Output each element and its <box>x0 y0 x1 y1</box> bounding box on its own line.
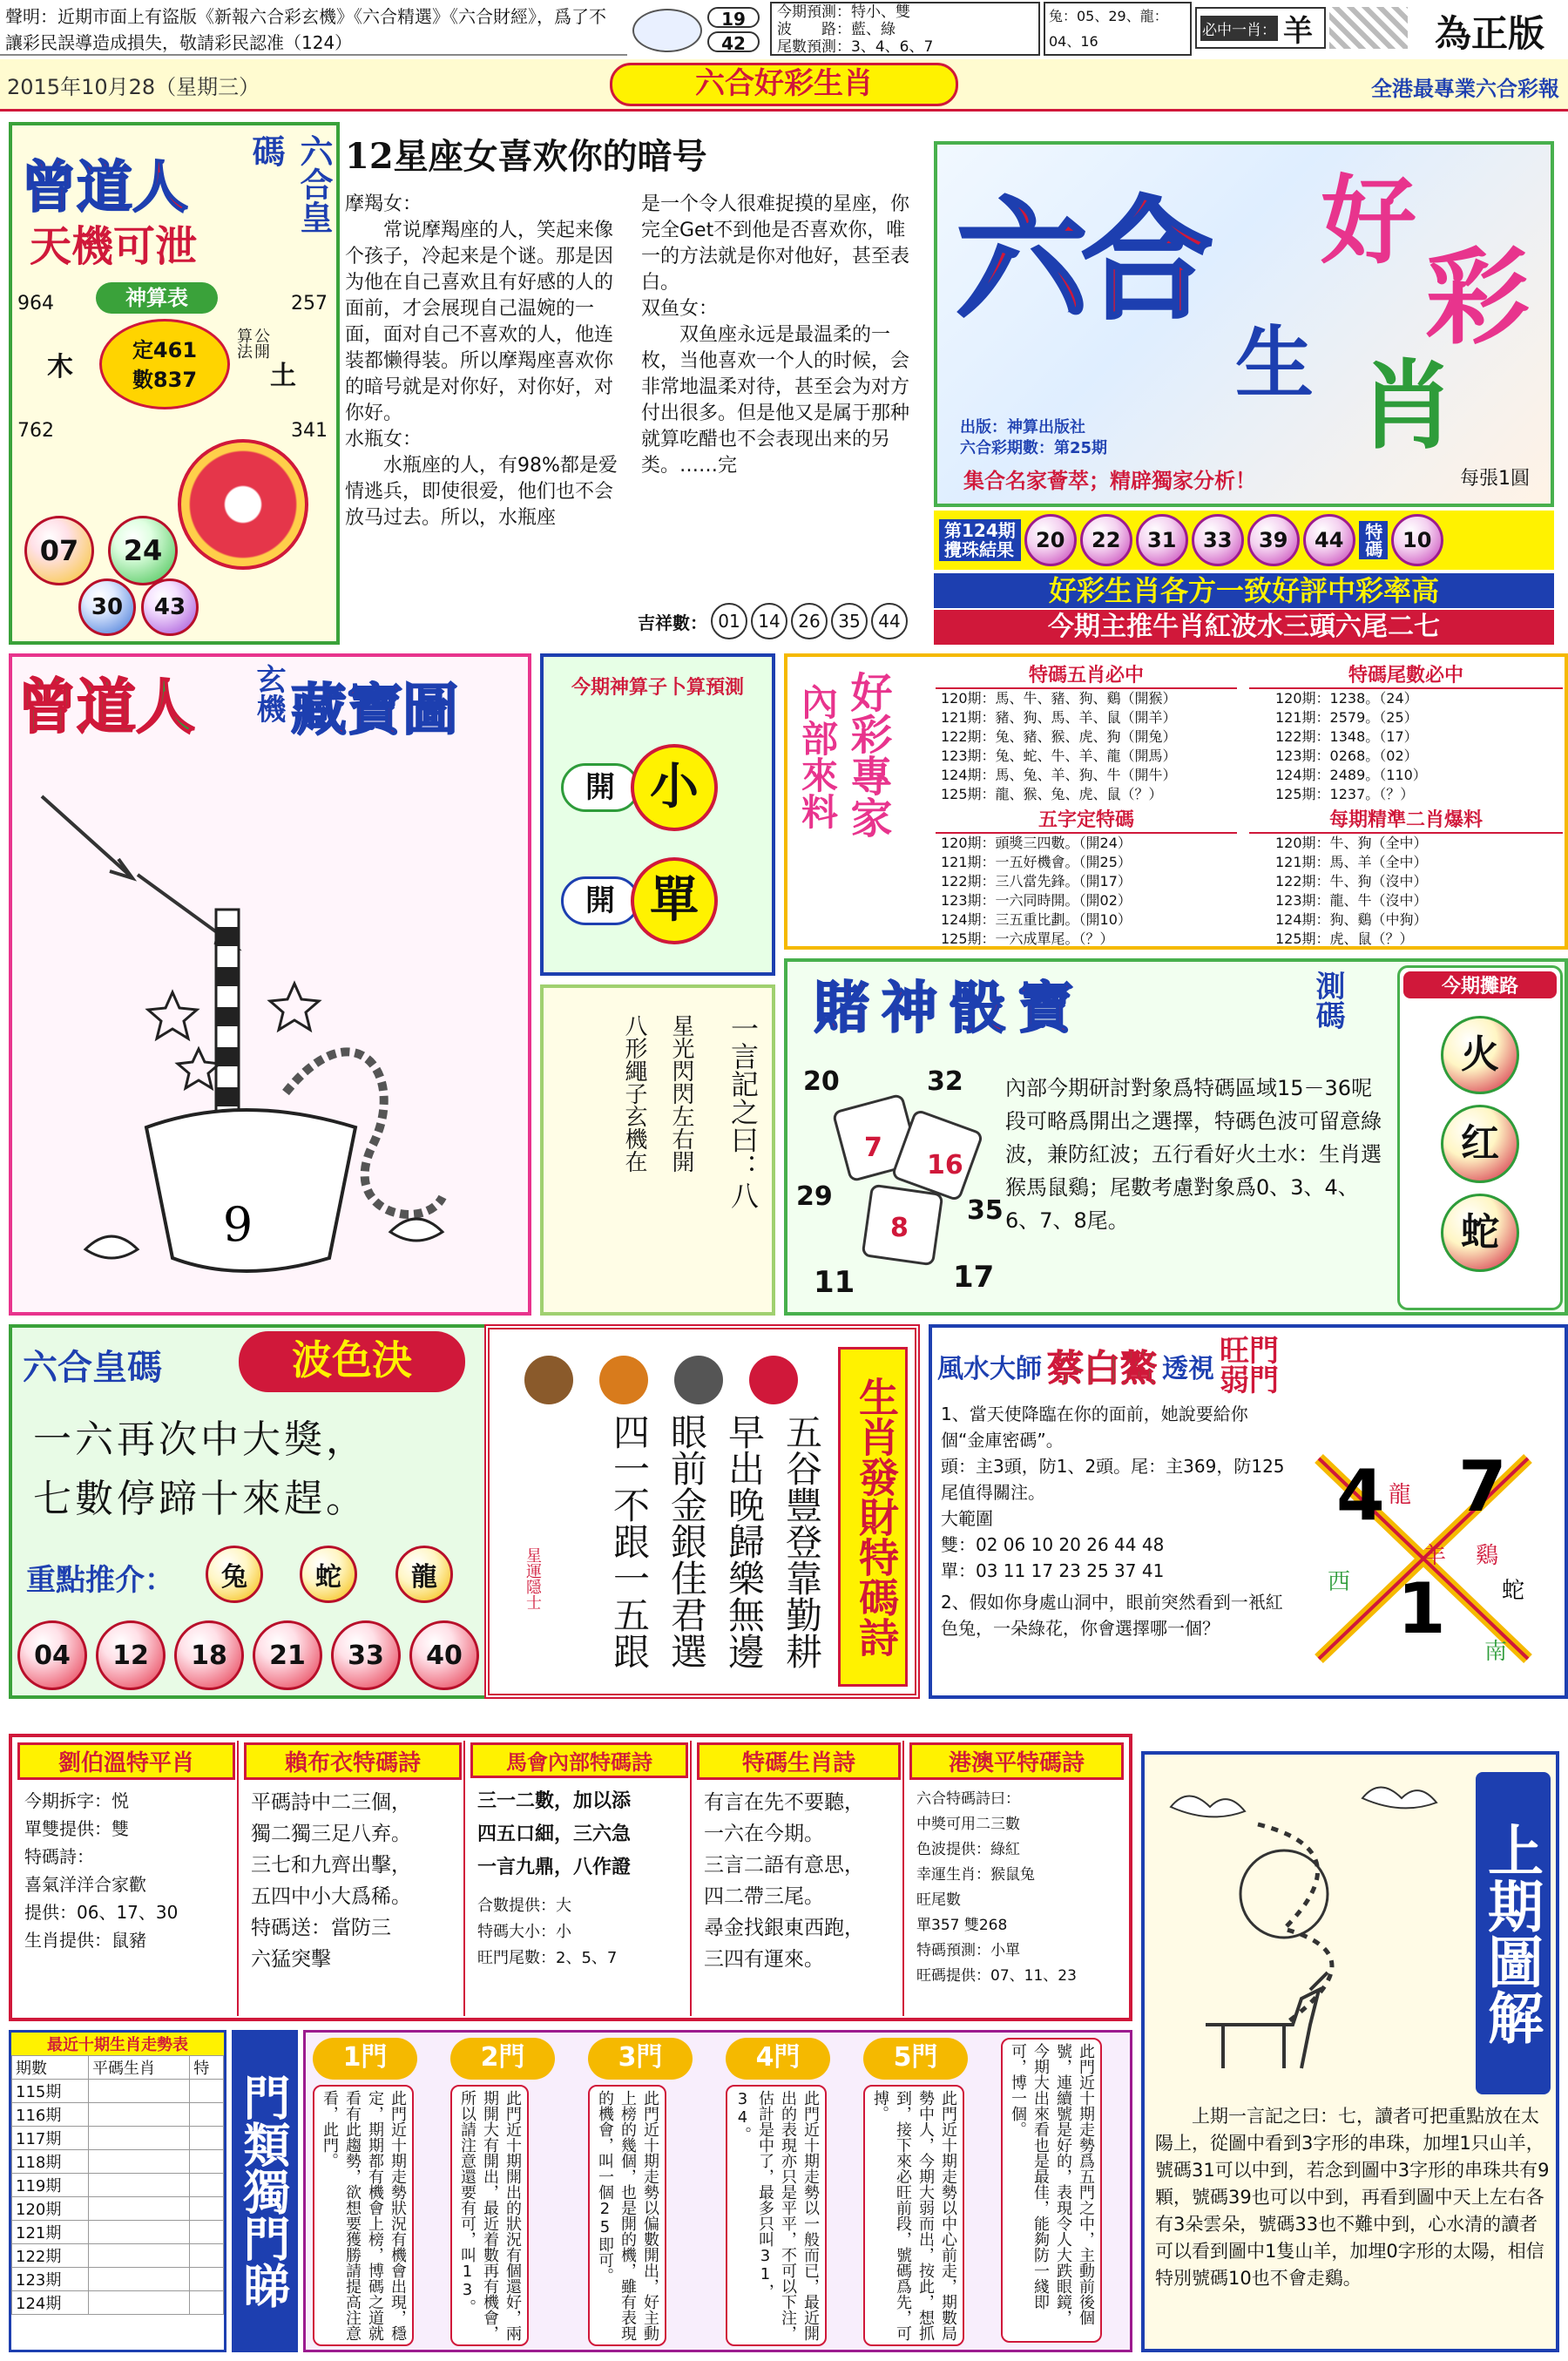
dog-icon <box>674 1356 723 1404</box>
insider-line: 124期：狗、鷄（中狗） <box>1275 911 1428 928</box>
cover-panel <box>929 122 1568 645</box>
fengshui-t4: 旺門弱門 <box>1220 1334 1280 1398</box>
row4-line: 生肖提供：鼠豬 <box>24 1930 146 1951</box>
compass-figure <box>1293 1424 1554 1685</box>
fengshui-title: 風水大師 <box>937 1354 1042 1384</box>
trend-row-label: 118期 <box>12 2150 89 2174</box>
fengshui-panel <box>929 1324 1568 1699</box>
row4-box <box>908 1741 1125 2016</box>
trend-row-label: 116期 <box>12 2103 89 2127</box>
zeng-sub: 六合皇碼 <box>247 134 333 233</box>
zeng-table-title: 神算表 <box>96 282 218 314</box>
result-label-line: 攪珠結果 <box>944 539 1014 560</box>
shensuan-value: 單 <box>631 857 718 944</box>
insider-line: 123期：龍、牛（沒中） <box>1275 892 1428 909</box>
dice-num: 7 <box>864 1133 882 1163</box>
fig-number: 4 <box>1336 1455 1385 1536</box>
row4-line: 四五口細，三六急 <box>477 1823 632 1845</box>
riddle-b: 星光閃閃左右開 <box>668 1014 694 1173</box>
trend-row-label: 122期 <box>12 2244 89 2268</box>
fig-zodiac: 鷄 <box>1476 1543 1499 1569</box>
lastissue-panel <box>1141 1751 1559 2352</box>
result-bar <box>934 511 1554 570</box>
row4-line: 幸運生肖：猴鼠兔 <box>916 1866 1035 1884</box>
row4-line: 三四有運來。 <box>704 1948 824 1971</box>
wave-line2: 七數停蹄十來趕。 <box>33 1477 368 1521</box>
row4-line: 三言二語有意思， <box>704 1854 864 1877</box>
riddle-panel <box>540 984 775 1316</box>
fengshui-head <box>937 1336 1303 1396</box>
article-col2: 是一个令人很难捉摸的星座，你完全Get不到他是否喜欢你，唯一的方法就是你对他好，甚至表白。 双鱼女： 双鱼座永远是最温柔的一枚，当他喜欢一个人的时候，会非常地温柔对待，甚至会为对方付出很多。但是他又是属于那种就算吃醋也不会表现出来的另类。……完 <box>641 193 910 477</box>
insider-line: 120期：馬、牛、豬、狗、鷄（開猴） <box>941 690 1177 707</box>
row4-title: 馬會內部特碼詩 <box>470 1742 688 1778</box>
zeng-num-tl: 964 <box>17 293 54 315</box>
wave-zodiac: 龍 <box>395 1546 453 1603</box>
zeng-side-a: 算法 <box>234 328 253 359</box>
trend-row-label: 120期 <box>12 2197 89 2221</box>
forecast-line: 尾數預測：3、4、6、7 <box>777 38 934 56</box>
trend-header: 特 <box>190 2056 224 2080</box>
fengshui-t3: 透視 <box>1162 1354 1215 1384</box>
row4-line: 特碼預測：小單 <box>916 1942 1020 1959</box>
door-text: 此門近十期走勢爲五門之中，主動前後個號，連續號是好的，表現令人大跌眼鏡，今期大出來看也是最佳，能夠防一綫即可，博一個。 <box>1001 2038 1102 2343</box>
zeng-title: 曾道人 <box>21 156 188 220</box>
row4-line: 提供：06、17、30 <box>24 1902 179 1923</box>
fengshui-odd: 單：03 11 17 23 25 37 41 <box>941 1560 1165 1581</box>
zeng-num-br: 341 <box>291 420 328 442</box>
pattern-strip <box>1329 7 1408 49</box>
doors-side-title: 門類獨門睇 <box>232 2030 298 2352</box>
result-ball: 20 <box>1024 514 1077 566</box>
treasure-t2: 玄機 <box>251 664 286 723</box>
row4-line: 特碼大小：小 <box>477 1923 571 1941</box>
row4-line: 有言在先不要聽， <box>704 1791 864 1814</box>
wave-rec-label: 重點推介： <box>26 1563 174 1598</box>
treasure-panel <box>9 653 531 1316</box>
door-card <box>1001 2038 1128 2348</box>
wave-panel <box>9 1324 497 1699</box>
road-ball: 蛇 <box>1441 1194 1519 1272</box>
lucky-number: 44 <box>871 603 908 639</box>
insider-line: 121期：2579。（25） <box>1275 709 1418 726</box>
cover-title2: 好 <box>1321 165 1416 277</box>
insider-line: 122期：1348。（17） <box>1275 728 1418 745</box>
doors-row <box>303 2030 1132 2352</box>
wave-number: 18 <box>174 1620 244 1690</box>
row4-line: 三一二數，加以添 <box>477 1790 632 1812</box>
fengshui-p1: 1、當天使降臨在你的面前，她說要給你個“金庫密碼”。 <box>941 1404 1248 1451</box>
insider-box-title: 每期精準二肖爆料 <box>1249 805 1563 834</box>
road-ball: 红 <box>1441 1105 1519 1183</box>
fengshui-p3: 2、假如你身處山洞中，眼前突然看到一衹紅色兔，一朵綠花，你會選擇哪一個？ <box>941 1592 1283 1639</box>
result-ball: 22 <box>1080 514 1132 566</box>
rooster-icon <box>749 1356 798 1404</box>
logo-icon <box>632 9 702 52</box>
fig-zodiac: 羊 <box>1423 1543 1447 1569</box>
insider-line: 121期：一五好機會。（開25） <box>941 854 1132 870</box>
door-card <box>313 2038 443 2348</box>
insider-line: 120期：牛、狗（全中） <box>1275 835 1428 851</box>
dice-num: 8 <box>890 1213 909 1243</box>
door-card <box>588 2038 719 2348</box>
dice-text: 內部今期研討對象爲特碼區域15－36呢段可略爲開出之選擇，特碼色波可留意綠波，兼防紅波；五行看好火土水：生肖選猴馬鼠鷄；尾數考慮對象爲0、3、4、6、7、8尾。 <box>1005 1076 1382 1233</box>
dice-graphic <box>796 1066 1004 1310</box>
treasure-drawing <box>24 744 512 1293</box>
zeng-side-b: 公開 <box>252 328 270 359</box>
trend-header: 期數 <box>12 2056 89 2080</box>
lucky-number: 26 <box>791 603 828 639</box>
disclaimer-text: 聲明：近期市面上有盜版《新報六合彩玄機》《六合精選》《六合財經》，爲了不讓彩民誤導造成損失，敬請彩民認准（124） <box>5 6 606 53</box>
insider-side: 內部來料 <box>796 683 839 829</box>
special-label: 特碼 <box>1359 521 1388 559</box>
result-label <box>939 519 1021 561</box>
article-panel <box>345 122 929 645</box>
row4-line: 單雙提供：雙 <box>24 1818 129 1839</box>
zodiac-num-line: 兔：05、29、龍：04、16 <box>1049 8 1168 50</box>
wave-zodiac: 兔 <box>206 1546 263 1603</box>
insider-line: 125期：1237。（？） <box>1275 786 1415 802</box>
lucky-number: 35 <box>831 603 868 639</box>
zeng-center-line: 數837 <box>132 368 198 392</box>
dice-num: 11 <box>814 1265 855 1300</box>
monkey-icon <box>524 1356 573 1404</box>
poem-author: 星運隱士 <box>524 1547 542 1610</box>
row4-line: 色波提供：綠紅 <box>916 1841 1020 1858</box>
row4-line: 六合特碼詩曰： <box>916 1790 1020 1808</box>
insider-box3 <box>936 805 1237 947</box>
door-text: 此門近十期開出的狀況有個還好，兩期開大有開出，最近着數再有機會，所以請注意還要有可，叫13。 <box>450 2085 529 2346</box>
row4-line: 特碼詩： <box>24 1846 94 1867</box>
zeng-ball: 43 <box>141 578 199 636</box>
row4-title: 港澳平特碼詩 <box>909 1742 1124 1780</box>
fig-zodiac: 龍 <box>1389 1482 1412 1508</box>
shensuan-value: 小 <box>631 744 718 831</box>
insider-box-title: 五字定特碼 <box>936 805 1237 834</box>
insider-line: 124期：馬、兔、羊、狗、牛（開牛） <box>941 767 1177 783</box>
article-title: 12星座女喜欢你的暗号 <box>345 136 707 177</box>
insider-line: 123期：0268。（02） <box>1275 748 1418 764</box>
insider-line: 121期：豬、狗、馬、羊、鼠（開羊） <box>941 709 1177 726</box>
riddle-c: 八形繩子玄機在 <box>621 1014 647 1173</box>
insider-line: 123期：兔、蛇、牛、羊、龍（開馬） <box>941 748 1177 764</box>
row4-line: 特碼送：當防三 <box>251 1917 391 1939</box>
door-text: 此門近十期走勢以偏數開出，好主動上榜的幾個，也是開的機，雖有表現的機會，叫一個25即可。 <box>588 2085 666 2346</box>
dice-num: 16 <box>927 1150 963 1180</box>
insider-line: 125期：虎、鼠（？） <box>1275 930 1414 947</box>
poem-line: 五谷豐登靠勤耕 <box>781 1413 823 1669</box>
row4-line: 中獎可用二三數 <box>916 1816 1020 1833</box>
fig-zodiac: 蛇 <box>1502 1578 1525 1604</box>
lucky-label: 吉祥數： <box>638 612 707 633</box>
cover-slogan: 集合名家薈萃；精辟獨家分析！ <box>963 469 1256 493</box>
insider-box4 <box>1249 805 1563 947</box>
insider-line: 121期：馬、羊（全中） <box>1275 854 1428 870</box>
insider-panel <box>784 653 1568 950</box>
row4-title: 賴布衣特碼詩 <box>244 1742 462 1780</box>
fig-number: 7 <box>1458 1446 1507 1527</box>
shensuan-key: 開 <box>561 763 639 812</box>
zeng-ball: 24 <box>108 516 178 585</box>
arrow-icon <box>42 796 132 878</box>
fig-zodiac: 西 <box>1328 1569 1351 1595</box>
zeng-ball: 30 <box>78 578 136 636</box>
fengshui-range-label: 大範圍 <box>941 1508 993 1529</box>
trend-row-label: 117期 <box>12 2127 89 2150</box>
trend-row-label: 115期 <box>12 2080 89 2103</box>
authentic-label: 為正版 <box>1434 12 1544 55</box>
door-label: 4門 <box>726 2038 830 2080</box>
cover-pub1: 出版：神算出版社 <box>960 418 1085 436</box>
wave-t2: 波色決 <box>239 1331 465 1392</box>
fengshui-text <box>941 1401 1289 1641</box>
insider-line: 122期：牛、狗（沒中） <box>1275 873 1428 890</box>
wave-number: 40 <box>409 1620 479 1690</box>
insider-line: 120期：1238。（24） <box>1275 690 1418 707</box>
door-label: 1門 <box>313 2038 417 2080</box>
riddle-a: 一言記之曰：八 <box>727 1014 760 1209</box>
dice-num: 32 <box>927 1066 963 1097</box>
wave-number: 33 <box>331 1620 401 1690</box>
wave-line1: 一六再次中大獎， <box>33 1417 368 1462</box>
row4-line: 旺碼提供：07、11、23 <box>916 1967 1077 1985</box>
fig-zodiac: 南 <box>1484 1639 1508 1665</box>
trend-row-label: 119期 <box>12 2174 89 2197</box>
road-ball: 火 <box>1441 1016 1519 1094</box>
date-bar <box>0 59 1568 112</box>
trend-row-label: 121期 <box>12 2221 89 2244</box>
door-card <box>726 2038 856 2348</box>
row4-line: 三七和九齊出擊， <box>251 1854 411 1877</box>
insider-box-title: 特碼五肖必中 <box>936 660 1237 689</box>
door-card <box>450 2038 581 2348</box>
insider-line: 125期：一六成單尾。（？） <box>941 930 1114 947</box>
shensuan-row <box>561 857 753 944</box>
result-ball: 39 <box>1247 514 1300 566</box>
cover-art <box>934 141 1554 507</box>
row4-line: 五四中小大爲稀。 <box>251 1885 411 1908</box>
zeng-element-earth: 土 <box>270 361 296 391</box>
insider-side2: 好彩專家 <box>843 671 892 838</box>
insider-box-title: 特碼尾數必中 <box>1249 660 1563 689</box>
door-text: 此門近十期走勢以中心前走，期數局勢中人，今期大弱而出，按此，想抓到，接下來必旺前段，號碼爲先，可搏。 <box>863 2085 964 2346</box>
zeng-panel <box>9 122 340 645</box>
door-card <box>863 2038 994 2348</box>
zeng-center-line: 定461 <box>132 338 198 362</box>
result-ball: 33 <box>1192 514 1244 566</box>
dice-t2: 測碼 <box>1310 971 1345 1030</box>
row4-box <box>695 1741 904 2016</box>
road-title: 今期攤路 <box>1403 971 1557 998</box>
zeng-center <box>99 319 230 409</box>
lastissue-title: 上期圖解 <box>1476 1772 1551 2094</box>
zeng-element-wood: 木 <box>47 352 73 382</box>
row4-title: 劉伯溫特平肖 <box>17 1742 235 1780</box>
right-slogan: 全港最專業六合彩報 <box>1371 77 1559 101</box>
disclaimer <box>0 0 627 56</box>
door-label: 3門 <box>588 2038 693 2080</box>
dice-num: 35 <box>967 1195 1004 1226</box>
shensuan-key: 開 <box>561 876 639 925</box>
row4-line: 一言九鼎，八作證 <box>477 1857 632 1878</box>
poem-line: 早出晚歸樂無邊 <box>723 1413 766 1669</box>
zeng-num-bl: 762 <box>17 420 54 442</box>
fengshui-name: 蔡白鰲 <box>1047 1347 1158 1390</box>
poem-line: 眼前金銀佳君選 <box>666 1413 708 1669</box>
issue-bottom: 42 <box>707 31 760 52</box>
article-col1: 摩羯女： 常说摩羯座的人，笑起来像个孩子，冷起来是个谜。那是因为他在自己喜欢且有好感的人的面前，才会展现自己温婉的一面，面对自己不喜欢的人，他连装都懒得装。所以摩羯座喜欢你的暗号就是对你好，对你好，对你好。 水瓶女： 水瓶座的人，有98%都是爱情逃兵，即使很爱，他们也不会放马过去。所以，水瓶座 <box>345 193 618 529</box>
wave-nums <box>17 1620 479 1690</box>
insider-line: 120期：頭獎三四數。（開24） <box>941 835 1132 851</box>
zodiac-nums-box <box>1044 2 1192 56</box>
poem-panel <box>484 1324 920 1699</box>
door-text: 此門近十期走勢以一般而已，最近開出的表現亦只是平平，不可以下注，估計是中了，最多只叫31，34。 <box>726 2085 827 2346</box>
treasure-t3: 藏寶圖 <box>291 679 458 743</box>
fig-number: 1 <box>1397 1568 1446 1649</box>
row4-title: 特碼生肖詩 <box>697 1742 901 1780</box>
zeng-num-tr: 257 <box>291 293 328 315</box>
forecast-line: 波 路：藍、綠 <box>777 21 896 38</box>
zeng-line2: 天機可泄 <box>30 222 198 271</box>
wave-zodiac: 蛇 <box>300 1546 357 1603</box>
special-ball: 10 <box>1391 514 1443 566</box>
insider-box1 <box>936 660 1237 800</box>
fengshui-even: 雙：02 06 10 20 26 44 48 <box>941 1534 1165 1555</box>
cover-title5: 肖 <box>1359 349 1455 462</box>
row4-line: 喜氣洋洋合家歡 <box>24 1874 146 1895</box>
insider-line: 123期：一六同時開。（開02） <box>941 892 1132 909</box>
trend-header: 平碼生肖 <box>89 2056 190 2080</box>
dice-panel <box>784 958 1568 1316</box>
row4-box <box>242 1741 465 2016</box>
row4-line: 旺尾數 <box>916 1891 961 1909</box>
result-ball: 31 <box>1136 514 1188 566</box>
wave-title: 六合皇碼 <box>23 1348 162 1388</box>
row4-line: 單357 雙268 <box>916 1917 1008 1934</box>
row4-line: 旺門尾數：2、5、7 <box>477 1949 618 1967</box>
dice-title: 賭神骰寶 <box>814 976 1085 1041</box>
coin-icon <box>178 439 308 570</box>
insider-line: 124期：2489。（110） <box>1275 767 1427 783</box>
insider-line: 122期：三八當先鋒。（開17） <box>941 873 1132 890</box>
row4-line: 四二帶三尾。 <box>704 1885 824 1908</box>
poem-line: 四一不跟一五跟 <box>608 1413 651 1669</box>
row4-box <box>16 1741 239 2016</box>
cover-title4: 生 <box>1235 317 1314 409</box>
cover-price: 每張1圓 <box>1460 468 1530 490</box>
trend-title: 最近十期生肖走勢表 <box>11 2033 224 2055</box>
forecast-line: 今期預測：特小、雙 <box>777 3 910 21</box>
row4-line: 今期拆字：悦 <box>24 1790 129 1811</box>
insider-line: 125期：龍、猴、兔、虎、鼠（？） <box>941 786 1163 802</box>
row4-line: 平碼詩中二三個， <box>251 1791 411 1814</box>
trend-panel <box>9 2030 226 2352</box>
trend-table <box>11 2055 224 2315</box>
cover-title3: 彩 <box>1425 236 1530 359</box>
one-zodiac-value: 羊 <box>1283 13 1313 49</box>
shensuan-panel <box>540 653 775 976</box>
row4-box <box>469 1741 692 2016</box>
cover-bar2: 今期主推牛肖紅波水三頭六尾二七 <box>934 610 1554 645</box>
issue-badge <box>632 5 763 54</box>
insider-line: 124期：三五重比劃。（開10） <box>941 911 1132 928</box>
treasure-title: 曾道人 <box>17 673 196 742</box>
wave-number: 21 <box>253 1620 322 1690</box>
row4-panel <box>9 1734 1132 2021</box>
result-ball: 44 <box>1303 514 1355 566</box>
row4-line: 六猛突擊 <box>251 1948 331 1971</box>
zodiac-icons <box>524 1356 798 1404</box>
door-label: 5門 <box>863 2038 968 2080</box>
cover-bar1: 好彩生肖各方一致好評中彩率高 <box>934 573 1554 608</box>
shensuan-title: 今期神算子卜算預測 <box>571 677 744 699</box>
one-zodiac-label: 必中一肖： <box>1200 16 1278 41</box>
cloud-icon <box>1171 1788 1436 1817</box>
one-zodiac <box>1195 7 1326 49</box>
tiger-icon <box>599 1356 648 1404</box>
dice-num: 29 <box>796 1181 833 1212</box>
cover-pub2: 六合彩期數：第25期 <box>960 439 1108 457</box>
issue-top: 19 <box>707 7 760 28</box>
insider-line: 122期：兔、豬、猴、虎、狗（開兔） <box>941 728 1177 745</box>
banner-title: 六合好彩生肖 <box>610 63 958 106</box>
poem-title: 生肖發財特碼詩 <box>838 1347 908 1687</box>
lastissue-drawing <box>1153 1763 1467 2094</box>
date: 2015年10月28（星期三） <box>7 75 260 99</box>
dice-num: 17 <box>953 1260 995 1295</box>
row4-line: 獨二獨三足八弃。 <box>251 1823 411 1845</box>
pot-number: 9 <box>222 1197 253 1252</box>
result-label-line: 第124期 <box>944 520 1016 541</box>
row4-line: 尋金找銀東西跑， <box>704 1917 864 1939</box>
trend-row-label: 123期 <box>12 2268 89 2291</box>
lastissue-text: 上期一言記之曰：七，讀者可把重點放在太陽上，從圖中看到3字形的串珠，加埋1只山羊，號碼31可以中到，若念到圖中3字形的串珠共有9顆，號碼39也可以中到，再看到圖中天上左右各有3朵雲朵，號碼33也不難中到，心水清的讀者可以看到圖中1隻山羊，加埋0字形的太陽，相信特別號碼10也不會走鷄。 <box>1155 2106 1550 2289</box>
insider-box2 <box>1249 660 1563 800</box>
forecast-box <box>770 2 1040 56</box>
shensuan-row <box>561 744 753 831</box>
row4-line: 一六在今期。 <box>704 1823 824 1845</box>
goat-icon <box>1206 1972 1328 2068</box>
lucky-numbers <box>638 603 908 639</box>
lucky-number: 01 <box>711 603 747 639</box>
door-label: 2門 <box>450 2038 555 2080</box>
dice-num: 20 <box>803 1066 840 1097</box>
zeng-ball: 07 <box>24 516 94 585</box>
wave-number: 12 <box>96 1620 166 1690</box>
row4-line: 合數提供：大 <box>477 1897 571 1915</box>
fengshui-p2: 頭：主3頭，防1、2頭。尾：主369，防125尾值得關注。 <box>941 1456 1285 1503</box>
wave-number: 04 <box>17 1620 87 1690</box>
cover-title1: 六合 <box>956 184 1208 337</box>
lucky-number: 14 <box>751 603 787 639</box>
road-panel <box>1397 965 1563 1310</box>
trend-row-label: 124期 <box>12 2291 89 2315</box>
door-text: 此門近十期走勢狀況有機會出現，穩定，期期都有機會上榜，博碼之道就看有此趨勢，欲想要獲勝請提高注意看，此門。 <box>313 2085 414 2346</box>
